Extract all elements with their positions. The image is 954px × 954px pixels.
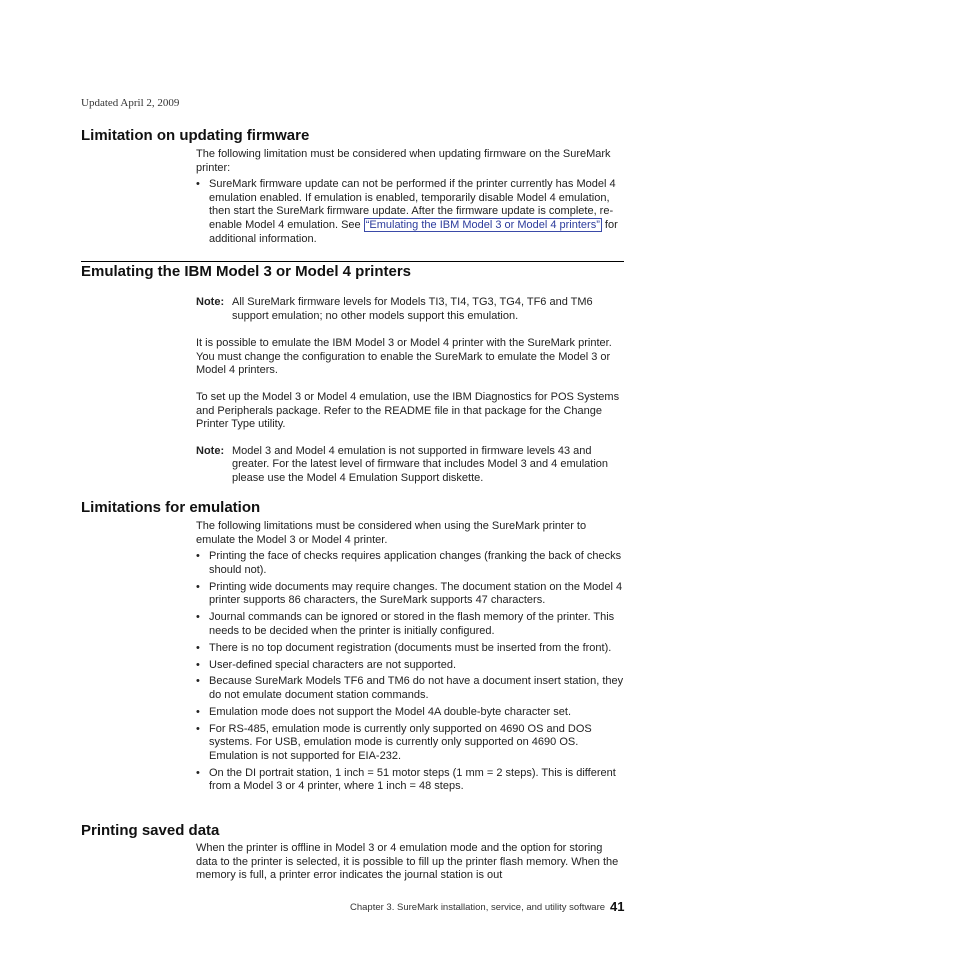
paragraph: It is possible to emulate the IBM Model 3 or Model 4 printer with the SureMark printer. You must change the configuration to enable the SureMark to emulate the Model 3 or Model 4 printers.	[196, 337, 612, 377]
bullet-icon: •	[196, 675, 200, 688]
list-item-text: On the DI portrait station, 1 inch = 51 motor steps (1 mm = 2 steps). This is different from a Model 3 or 4 printer, where 1 inch = 48 steps.	[209, 766, 616, 793]
paragraph: The following limitations must be considered when using the SureMark printer to emulate the Model 3 or Model 4 printer.	[196, 520, 587, 546]
bullet-icon: •	[196, 658, 200, 671]
list-item-text: For RS-485, emulation mode is currently only supported on 4690 OS and DOS systems. For USB, emulation mode is currently only supported on 4690 OS. Emulation is not supported for EIA-232.	[209, 722, 592, 762]
page-number: 41	[610, 899, 625, 914]
list-item	[196, 611, 624, 638]
list-item-text: Because SureMark Models TF6 and TM6 do not have a document insert station, they do not emulate document station commands.	[209, 675, 624, 702]
bullet-icon: •	[196, 550, 200, 563]
bullet-icon: •	[196, 580, 200, 593]
paragraph: The following limitation must be considered when updating firmware on the SureMark printer:	[196, 148, 611, 174]
section-body-emulating	[196, 296, 624, 486]
section-title-printing-saved-data: Printing saved data	[81, 822, 220, 839]
list-item	[196, 675, 624, 702]
list-item	[196, 642, 624, 656]
list-item	[196, 767, 624, 794]
section-body-emulation-limitations	[196, 520, 624, 797]
bullet-icon: •	[196, 641, 200, 654]
list-item-text: SureMark firmware update can not be performed if the printer currently has Model 4 emulation enabled. If emulation is enabled, temporarily disable Model 4 emulation, then start the SureMark firmware update. After the firmware update is complete, re-enable Model 4 emulation. See	[209, 178, 616, 231]
note-text: Model 3 and Model 4 emulation is not supported in firmware levels 43 and greater. For the latest level of firmware that includes Model 3 and 4 emulation please use the Model 4 Emulation Support diskette.	[232, 444, 609, 484]
bullet-icon: •	[196, 705, 200, 718]
bullet-icon: •	[196, 178, 200, 191]
list-item	[196, 706, 624, 720]
list-item-text: Printing the face of checks requires application changes (franking the back of checks should not).	[209, 550, 622, 576]
section-divider	[81, 261, 624, 262]
bullet-icon: •	[196, 766, 200, 779]
paragraph: When the printer is offline in Model 3 or 4 emulation mode and the option for storing data to the printer is selected, it is possible to fill up the printer flash memory. When the memory is full, a printer error indicates the journal station is out	[196, 842, 619, 882]
section-title-firmware-limitation: Limitation on updating firmware	[81, 127, 310, 144]
note-label: Note:	[196, 444, 225, 457]
list-item	[196, 581, 624, 608]
bullet-list	[196, 178, 624, 246]
bullet-list	[196, 550, 624, 794]
section-body-firmware-limitation	[196, 148, 624, 249]
note-text: All SureMark firmware levels for Models TI3, TI4, TG3, TG4, TF6 and TM6 support emulation; no other models support this emulation.	[232, 296, 593, 322]
list-item-text: Printing wide documents may require changes. The document station on the Model 4 printer supports 86 characters, the SureMark supports 47 characters.	[209, 580, 623, 607]
list-item-text: User-defined special characters are not supported.	[209, 658, 457, 671]
note-label: Note:	[196, 296, 225, 308]
list-item-text: Emulation mode does not support the Model 4A double-byte character set.	[209, 705, 571, 718]
list-item-text: Journal commands can be ignored or stored in the flash memory of the printer. This needs to be decided when the printer is initially configured.	[209, 611, 615, 637]
list-item-text-tail: for additional information.	[209, 218, 618, 245]
list-item	[196, 659, 624, 673]
note	[196, 296, 624, 323]
list-item	[196, 723, 624, 764]
list-item	[196, 550, 624, 577]
emulation-section-link[interactable]: “Emulating the IBM Model 3 or Model 4 printers”	[365, 218, 600, 231]
footer-chapter: Chapter 3. SureMark installation, service, and utility software	[350, 902, 606, 913]
section-title-emulation-limitations: Limitations for emulation	[81, 499, 261, 516]
paragraph: To set up the Model 3 or Model 4 emulation, use the IBM Diagnostics for POS Systems and Peripherals package. Refer to the README file in that package for the Change Printer Type utility.	[196, 390, 620, 431]
updated-date: Updated April 2, 2009	[81, 97, 180, 109]
list-item-text: There is no top document registration (documents must be inserted from the front).	[209, 641, 612, 654]
list-item	[196, 178, 624, 246]
section-title-emulating: Emulating the IBM Model 3 or Model 4 printers	[81, 263, 412, 280]
bullet-icon: •	[196, 611, 200, 624]
section-body-printing-saved-data	[196, 842, 624, 883]
bullet-icon: •	[196, 722, 200, 735]
note	[196, 445, 624, 486]
